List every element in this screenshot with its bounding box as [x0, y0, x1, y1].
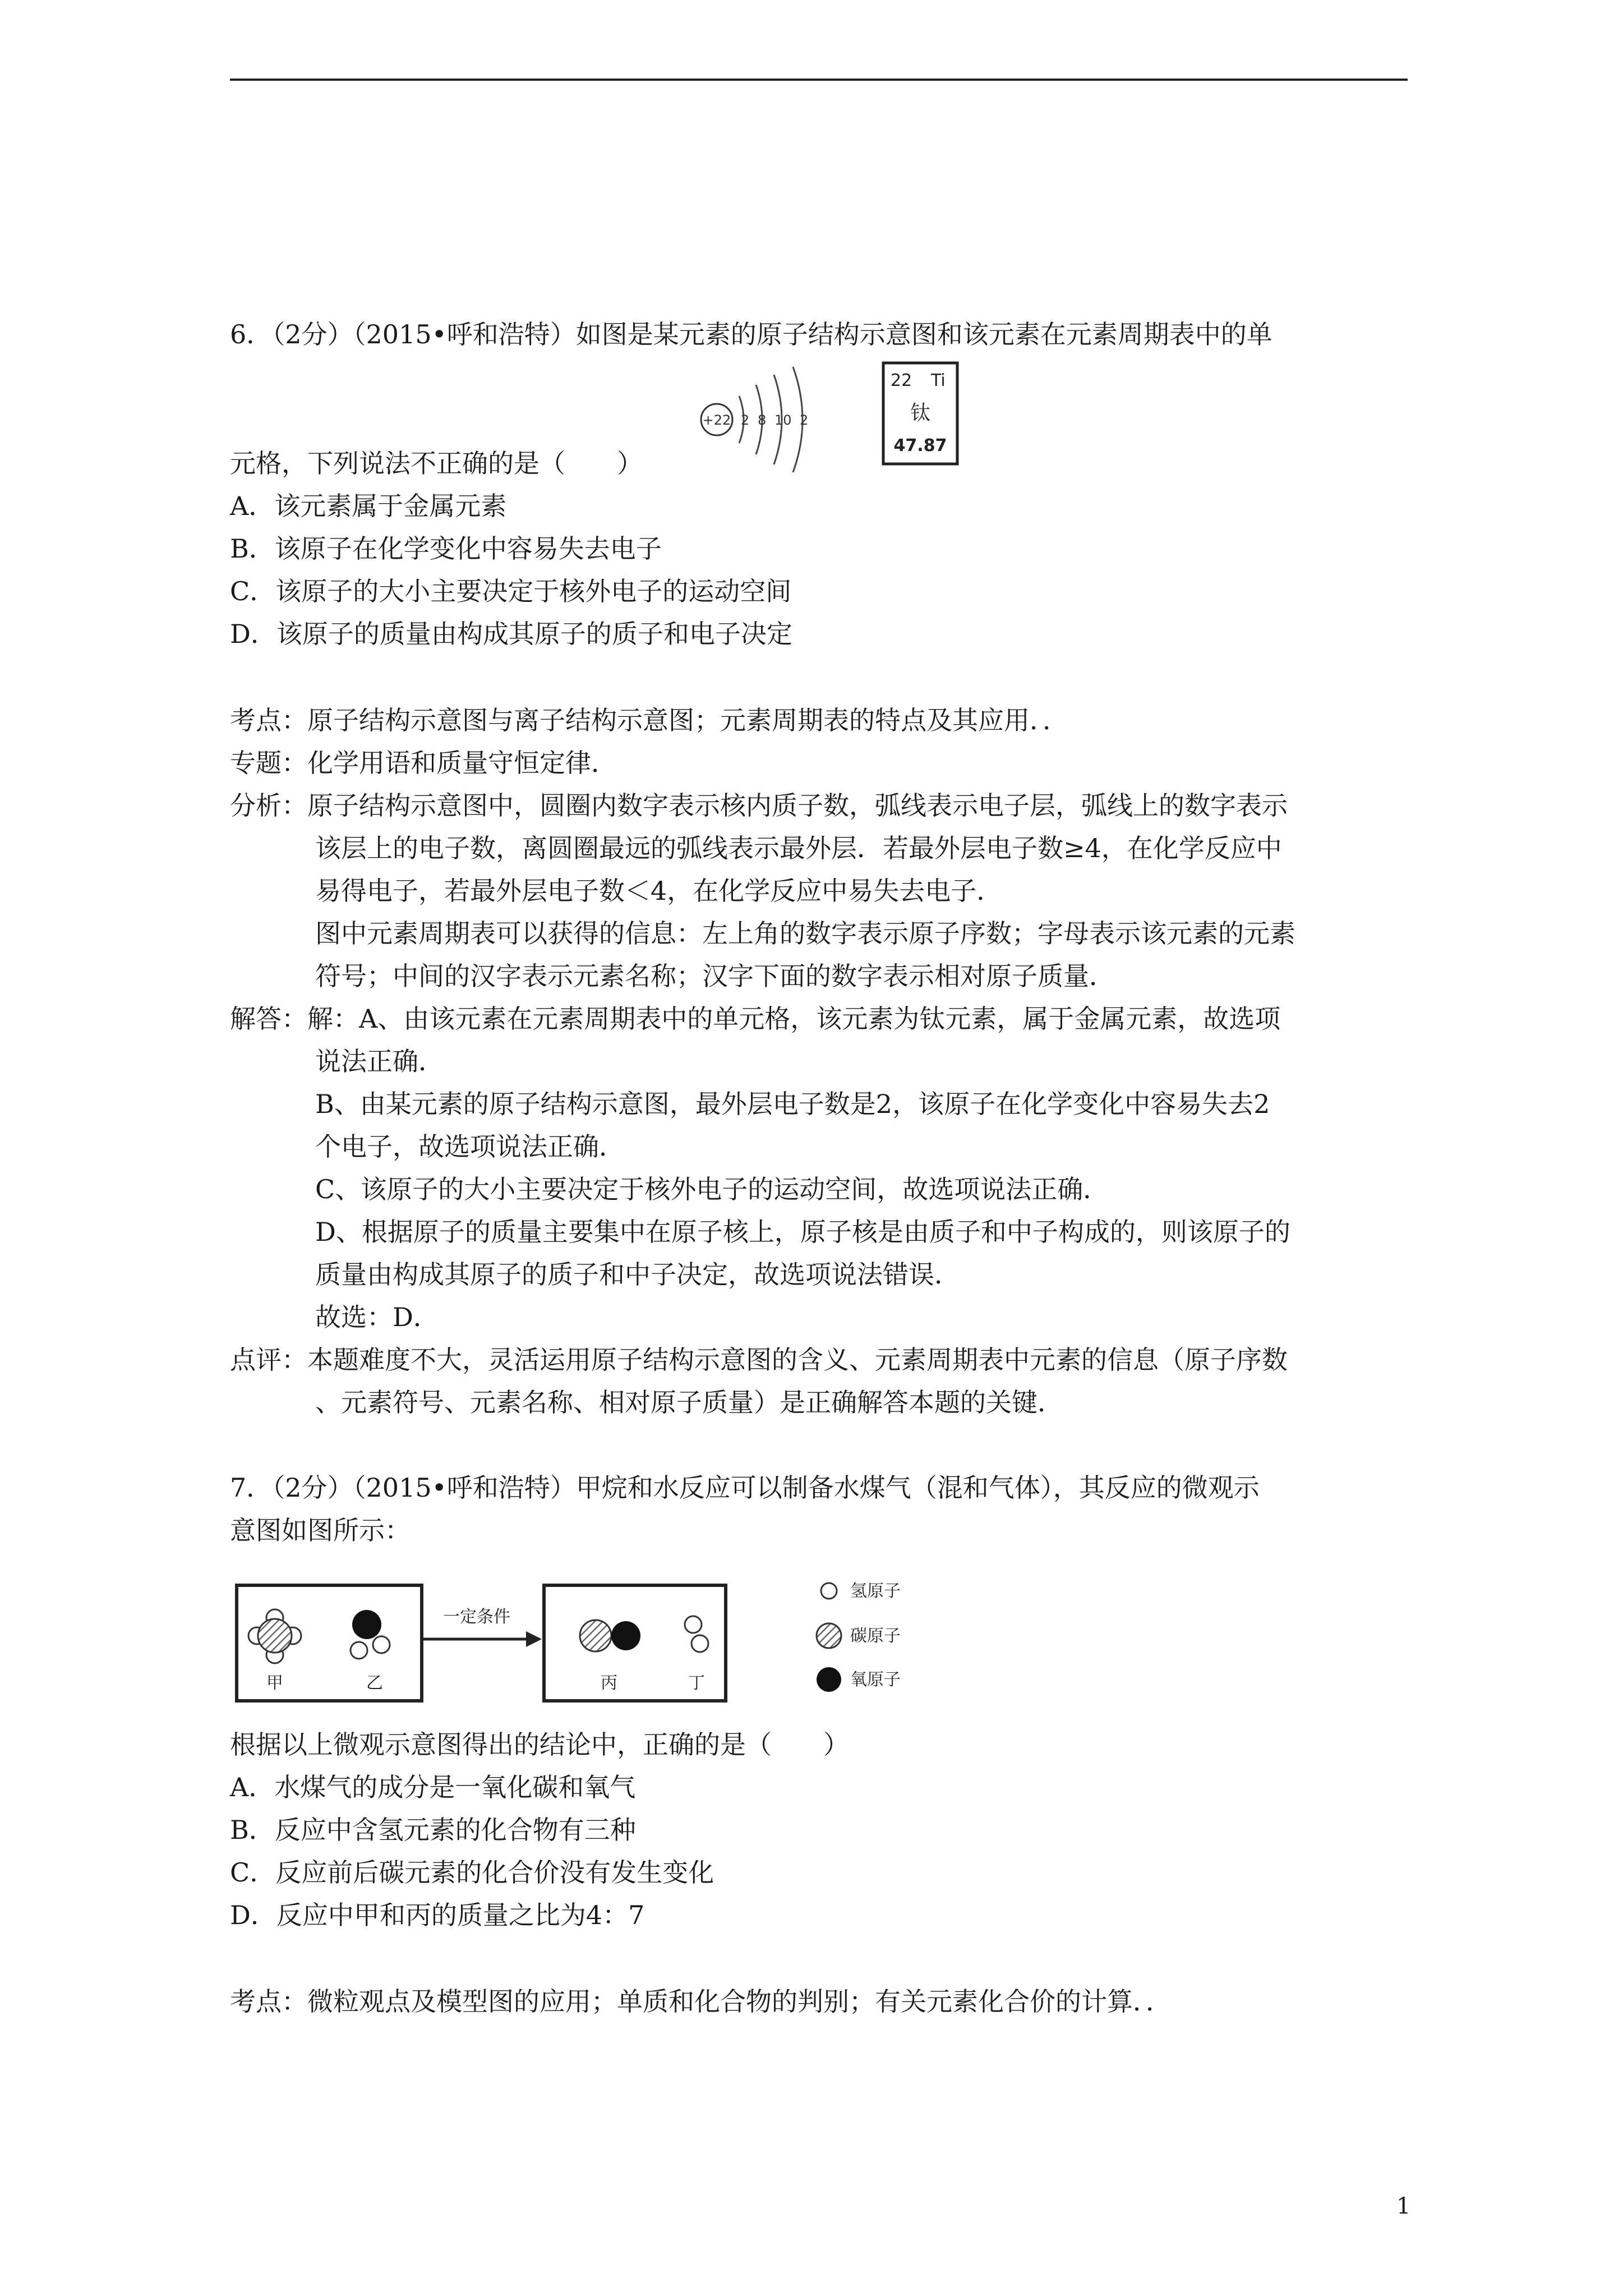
- q7-option-c: C．反应前后碳元素的化合价没有发生变化: [230, 1857, 714, 1888]
- q6-stem-line-1: 6．（2分）（2015•呼和浩特）如图是某元素的原子结构示意图和该元素在元素周期表中的单: [230, 319, 1272, 349]
- legend-hydrogen: 氢原子: [850, 1581, 901, 1601]
- q6-jieda-line-4: 个电子，故选项说法正确．: [315, 1131, 625, 1162]
- q7-stem-line-2: 意图如图所示：: [230, 1515, 411, 1545]
- label-jia: 甲: [266, 1673, 283, 1693]
- hydrogen-molecule: [685, 1616, 708, 1652]
- header-rule: [230, 79, 1408, 81]
- q6-jieda-line-3: B、由某元素的原子结构示意图，最外层电子数是2，该原子在化学变化中容易失去2: [315, 1089, 1270, 1119]
- q6-jieda-line-6: D、根据原子的质量主要集中在原子核上，原子核是由质子和中子构成的，则该原子的: [315, 1217, 1290, 1247]
- shell-1-count: 2: [741, 412, 750, 428]
- nucleus-label: +22: [702, 412, 731, 428]
- q6-fenxi-line-3: 易得电子，若最外层电子数＜4，在化学反应中易失去电子．: [315, 876, 1003, 906]
- q6-jieda-line-1: 解答：解：A、由该元素在元素周期表中的单元格，该元素为钛元素，属于金属元素，故选项: [230, 1004, 1281, 1034]
- q6-jieda-line-7: 质量由构成其原子的质子和中子决定，故选项说法错误．: [315, 1259, 960, 1290]
- label-bing: 丙: [601, 1673, 617, 1693]
- legend-oxygen: 氧原子: [850, 1670, 901, 1690]
- page-number: 1: [1396, 2193, 1411, 2219]
- q6-stem-line-2: 元格，下列说法不正确的是（ ）: [230, 448, 643, 478]
- cell-element-name: 钛: [910, 402, 931, 425]
- q7-option-b: B．反应中含氢元素的化合物有三种: [230, 1815, 636, 1845]
- q6-dianping-line-1: 点评：本题难度不大，灵活运用原子结构示意图的含义、元素周期表中元素的信息（原子序数: [230, 1345, 1288, 1375]
- q6-option-a: A．该元素属于金属元素: [230, 491, 507, 521]
- q6-jieda-line-5: C、该原子的大小主要决定于核外电子的运动空间，故选项说法正确．: [315, 1174, 1109, 1204]
- cell-atomic-number: 22: [891, 371, 912, 390]
- reaction-micro-diagram: [234, 1576, 941, 1713]
- q6-jieda-line-8: 故选：D．: [315, 1302, 439, 1332]
- q6-zhuanti: 专题：化学用语和质量守恒定律．: [230, 748, 617, 778]
- q7-option-a: A．水煤气的成分是一氧化碳和氧气: [230, 1772, 636, 1802]
- cell-symbol: Ti: [931, 371, 946, 390]
- q6-option-b: B．该原子在化学变化中容易失去电子: [230, 533, 662, 564]
- q7-stem-line-1: 7．（2分）（2015•呼和浩特）甲烷和水反应可以制备水煤气（混和气体），其反应的微观示: [230, 1473, 1260, 1503]
- q6-option-c: C．该原子的大小主要决定于核外电子的运动空间: [230, 576, 792, 606]
- q7-option-d: D．反应中甲和丙的质量之比为4：7: [230, 1900, 645, 1930]
- shell-4-count: 2: [800, 412, 809, 428]
- legend-carbon: 碳原子: [850, 1626, 901, 1646]
- periodic-table-cell: [882, 361, 959, 468]
- label-ding: 丁: [688, 1673, 705, 1693]
- q6-option-d: D．该原子的质量由构成其原子的质子和电子决定: [230, 619, 792, 649]
- q6-jieda-line-2: 说法正确．: [315, 1046, 444, 1076]
- q7-kaodian: 考点：微粒观点及模型图的应用；单质和化合物的判别；有关元素化合价的计算．．: [230, 1986, 1172, 2017]
- q6-dianping-line-2: 、元素符号、元素名称、相对原子质量）是正确解答本题的关键．: [315, 1387, 1063, 1418]
- carbon-monoxide-molecule: [580, 1620, 640, 1651]
- arrow-label: 一定条件: [443, 1607, 510, 1627]
- cell-atomic-mass: 47.87: [893, 436, 947, 455]
- water-molecule: [351, 1610, 390, 1659]
- label-yi: 乙: [366, 1673, 383, 1693]
- shell-2-count: 8: [758, 412, 767, 428]
- methane-molecule: [248, 1609, 301, 1663]
- atom-structure-diagram: [690, 359, 824, 479]
- q6-kaodian: 考点：原子结构示意图与离子结构示意图；元素周期表的特点及其应用．．: [230, 705, 1068, 735]
- shell-3-count: 10: [774, 412, 792, 428]
- q6-fenxi-line-1: 分析：原子结构示意图中，圆圈内数字表示核内质子数，弧线表示电子层，弧线上的数字表示: [230, 790, 1288, 821]
- legend: [817, 1581, 901, 1692]
- q6-fenxi-line-5: 符号；中间的汉字表示元素名称；汉字下面的数字表示相对原子质量．: [315, 961, 1115, 991]
- q7-question: 根据以上微观示意图得出的结论中，正确的是（ ）: [230, 1729, 849, 1760]
- q6-fenxi-line-2: 该层上的电子数，离圆圈最远的弧线表示最外层．若最外层电子数≥4，在化学反应中: [315, 833, 1282, 863]
- q6-fenxi-line-4: 图中元素周期表可以获得的信息：左上角的数字表示原子序数；字母表示该元素的元素: [315, 918, 1295, 949]
